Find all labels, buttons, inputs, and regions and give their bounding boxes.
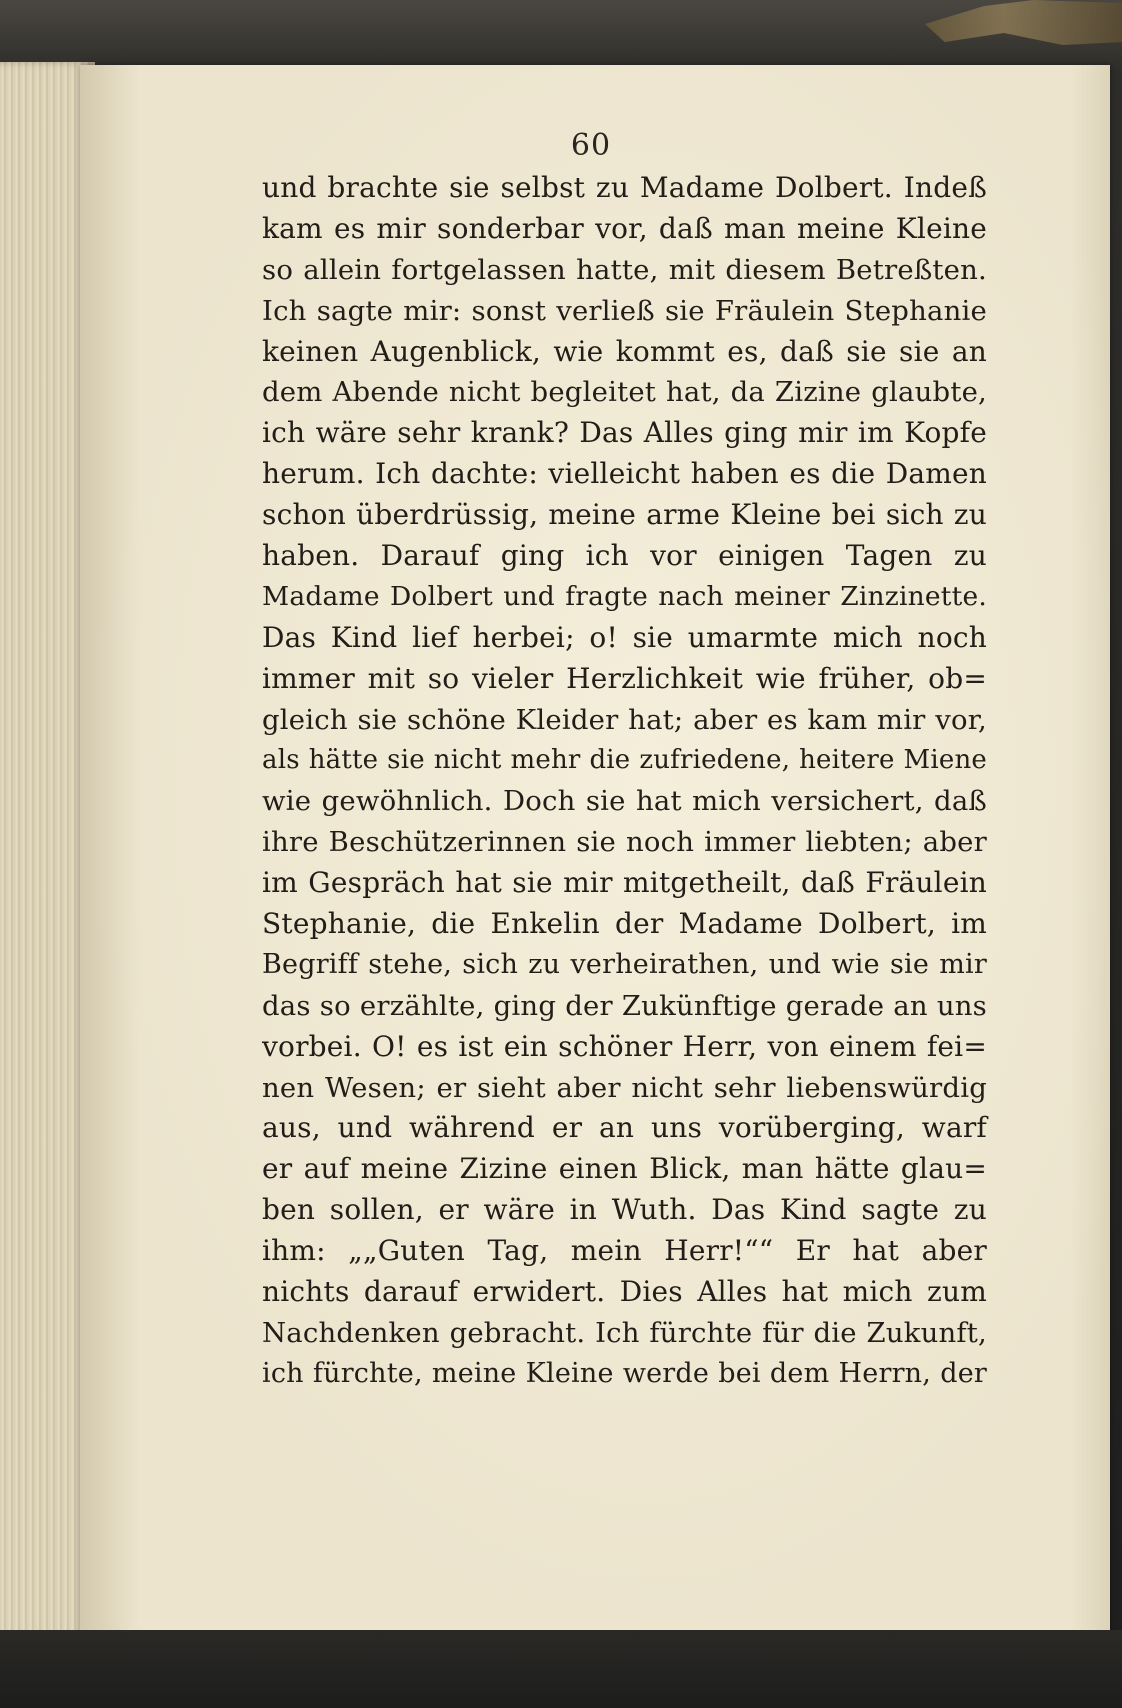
text-line: als hätte sie nicht mehr die zufriedene, heitere Miene: [262, 745, 987, 776]
text-line: ich fürchte, meine Kleine werde bei dem Herrn, der: [262, 1357, 987, 1389]
text-line: Das Kind lief herbei; o! sie umarmte mich noch: [262, 620, 987, 654]
page-number: 60: [570, 128, 612, 163]
text-line: keinen Augenblick, wie kommt es, daß sie sie an: [262, 334, 987, 368]
text-line: Ich sagte mir: sonst verließ sie Fräulein Stephanie: [262, 294, 987, 327]
body-text: [262, 168, 987, 1395]
text-line: und brachte sie selbst zu Madame Dolbert. Indeß: [262, 171, 987, 204]
text-line: nen Wesen; er sieht aber nicht sehr liebenswürdig: [262, 1071, 987, 1104]
text-line: kam es mir sonderbar vor, daß man meine Kleine: [262, 211, 987, 245]
text-line: immer mit so vieler Herzlichkeit wie früher, ob=: [262, 661, 987, 695]
text-line: Nachdenken gebracht. Ich fürchte für die Zukunft,: [262, 1316, 987, 1349]
text-line: aus, und während er an uns vorüberging, warf: [262, 1111, 987, 1145]
book-binding-bottom: [0, 1630, 1122, 1708]
text-line: schon überdrüssig, meine arme Kleine bei sich zu: [262, 498, 987, 532]
text-line: ihm: „„Guten Tag, mein Herr!““ Er hat aber: [262, 1234, 987, 1268]
text-line: dem Abende nicht begleitet hat, da Zizine glaubte,: [262, 376, 987, 409]
text-line: Begriff stehe, sich zu verheirathen, und wie sie mir: [262, 948, 987, 980]
text-line: herum. Ich dachte: vielleicht haben es die Damen: [262, 457, 987, 491]
text-line: gleich sie schöne Kleider hat; aber es kam mir vor,: [262, 703, 987, 736]
text-line: er auf meine Zizine einen Blick, man hätte glau=: [262, 1152, 987, 1186]
text-line: wie gewöhnlich. Doch sie hat mich versichert, daß: [262, 785, 987, 818]
text-line: Stephanie, die Enkelin der Madame Dolbert, im: [262, 907, 987, 941]
text-line: im Gespräch hat sie mir mitgetheilt, daß Fräulein: [262, 866, 987, 900]
text-line: nichts darauf erwidert. Dies Alles hat mich zum: [262, 1275, 987, 1309]
text-line: das so erzählte, ging der Zukünftige gerade an uns: [262, 989, 987, 1022]
text-line: ich wäre sehr krank? Das Alles ging mir im Kopfe: [262, 416, 987, 450]
text-line: Madame Dolbert und fragte nach meiner Zinzinette.: [262, 580, 987, 612]
text-line: vorbei. O! es ist ein schöner Herr, von einem fei=: [262, 1029, 987, 1063]
text-line: so allein fortgelassen hatte, mit diesem Betreßten.: [262, 253, 987, 286]
text-line: ihre Beschützerinnen sie noch immer liebten; aber: [262, 826, 987, 859]
text-line: ben sollen, er wäre in Wuth. Das Kind sagte zu: [262, 1193, 987, 1227]
text-line: haben. Darauf ging ich vor einigen Tagen zu: [262, 539, 987, 573]
